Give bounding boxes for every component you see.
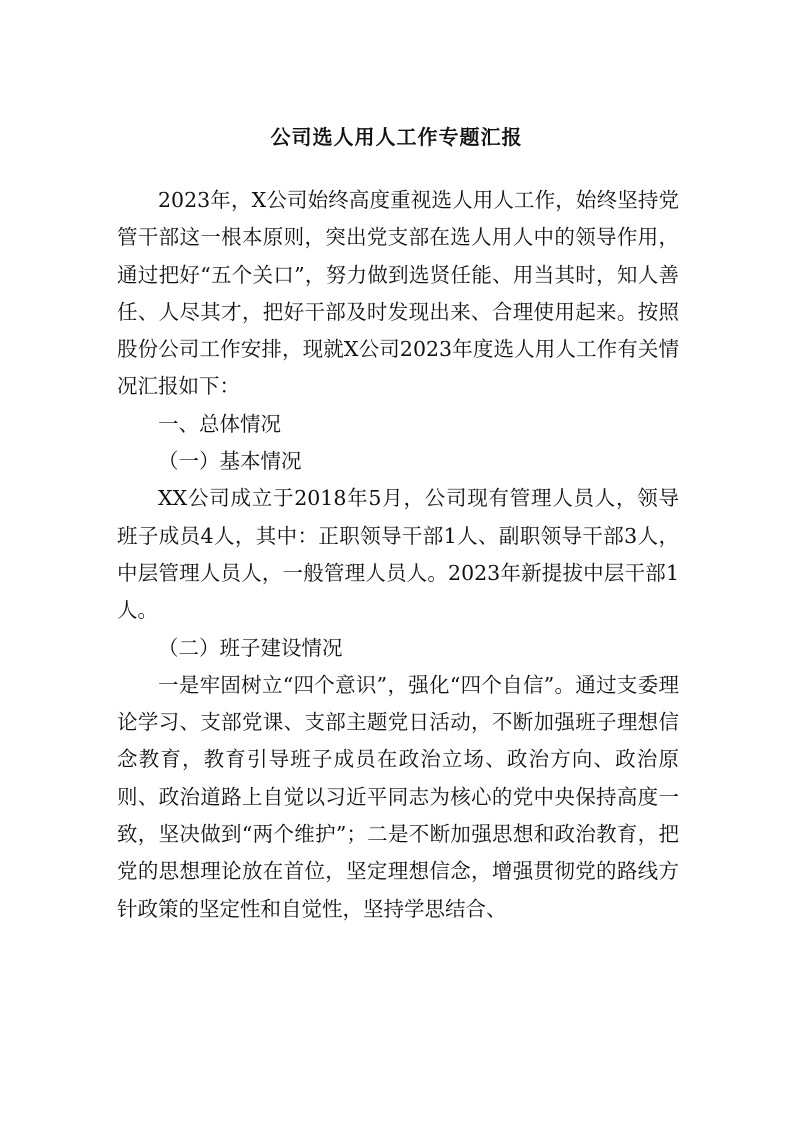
intro-paragraph: 2023年，X公司始终高度重视选人用人工作，始终坚持党管干部这一根本原则，突出党支部在选人用人中的领导作用，通过把好“五个关口”，努力做到选贤任能、用当其时，知人善任、人尽其才，把好干部及时发现出来、合理使用起来。按照股份公司工作安排，现就X公司2023年度选人用人工作有关情况汇报如下： — [117, 188, 679, 399]
section-heading-overall: 一、总体情况 — [158, 411, 281, 436]
subsection-heading-basic: （一）基本情况 — [158, 449, 302, 474]
document-body — [117, 182, 679, 928]
subsection-heading-team: （二）班子建设情况 — [158, 635, 343, 660]
basic-info-paragraph: XX公司成立于2018年5月，公司现有管理人员人，领导班子成员4人，其中：正职领导干部1人、副职领导干部3人，中层管理人员人，一般管理人员人。2023年新提拔中层干部1人。 — [117, 486, 679, 623]
document-title: 公司选人用人工作专题汇报 — [270, 125, 523, 149]
team-building-paragraph: 一是牢固树立“四个意识”，强化“四个自信”。通过支委理论学习、支部党课、支部主题党日活动，不断加强班子理想信念教育，教育引导班子成员在政治立场、政治方向、政治原则、政治道路上自觉以习近平同志为核心的党中央保持高度一致，坚决做到“两个维护”；二是不断加强思想和政治教育，把党的思想理论放在首位，坚定理想信念，增强贯彻党的路线方针政策的坚定性和自觉性，坚持学思结合、 — [117, 672, 679, 921]
